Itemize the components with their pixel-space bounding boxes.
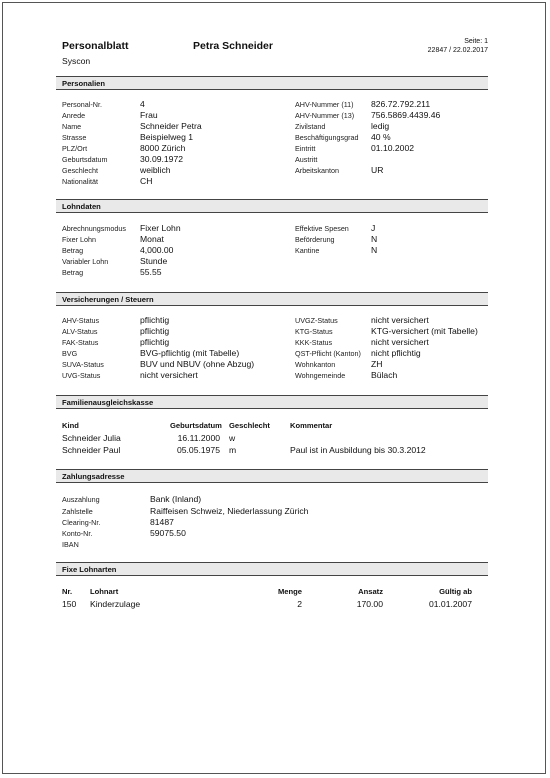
section-title: Personalien (62, 79, 106, 88)
field-value: Bülach (371, 370, 398, 380)
child-name: Schneider Paul (62, 445, 121, 455)
document-reference: 22847 / 22.02.2017 (427, 47, 488, 54)
field-value: pflichtig (140, 337, 170, 347)
field-value: 81487 (150, 517, 174, 527)
field-value: Schneider Petra (140, 121, 202, 131)
field-value: BUV und NBUV (ohne Abzug) (140, 359, 255, 369)
child-gender: w (229, 433, 236, 443)
field-value: N (371, 234, 378, 244)
child-comment: Paul ist in Ausbildung bis 30.3.2012 (290, 445, 426, 455)
field-value: 40 % (371, 132, 391, 142)
field-value: Monat (140, 234, 164, 244)
field-label: Auszahlung (62, 495, 100, 504)
field-value: 826.72.792.211 (371, 99, 431, 109)
column-header-geschlecht: Geschlecht (229, 421, 270, 430)
section-title: Zahlungsadresse (62, 472, 125, 481)
lohnart-ansatz: 170.00 (356, 599, 383, 609)
field-label: Austritt (295, 155, 318, 164)
field-value: Beispielweg 1 (140, 132, 194, 142)
field-label: Fixer Lohn (62, 235, 96, 244)
column-header-menge: Menge (277, 587, 302, 596)
column-header-nr: Nr. (62, 587, 73, 596)
page-number: Seite: 1 (464, 38, 488, 45)
field-value: CH (140, 176, 153, 186)
child-birthdate: 16.11.2000 (177, 433, 220, 443)
section-versicherungen (56, 292, 488, 306)
field-label: Name (62, 122, 82, 131)
section-familienausgleichskasse (56, 395, 488, 409)
field-value: 59075.50 (150, 528, 186, 538)
field-value: nicht versichert (371, 315, 429, 325)
section-title: Familienausgleichskasse (62, 398, 154, 407)
field-label: Zahlstelle (62, 507, 93, 516)
field-label: Nationalität (62, 177, 98, 186)
field-value: 8000 Zürich (140, 143, 186, 153)
field-label: UVGZ-Status (295, 316, 338, 325)
field-label: Geschlecht (62, 166, 98, 175)
field-value: nicht versichert (371, 337, 429, 347)
column-header-lohnart: Lohnart (90, 587, 119, 596)
field-value: 4 (140, 99, 145, 109)
column-header-gueltig-ab: Gültig ab (439, 587, 472, 596)
child-name: Schneider Julia (62, 433, 121, 443)
field-label: Effektive Spesen (295, 224, 349, 233)
field-value: UR (371, 165, 384, 175)
field-label: Strasse (62, 133, 87, 142)
section-title: Versicherungen / Steuern (62, 295, 154, 304)
child-gender: m (229, 445, 237, 455)
field-label: FAK-Status (62, 338, 99, 347)
field-label: AHV-Status (62, 316, 100, 325)
section-fixe-lohnarten (56, 562, 488, 576)
field-label: ALV-Status (62, 327, 98, 336)
child-birthdate: 05.05.1975 (176, 445, 220, 455)
field-value: nicht pflichtig (371, 348, 421, 358)
field-label: Kantine (295, 246, 320, 255)
document-title: Personalblatt (62, 40, 129, 52)
lohnart-nr: 150 (62, 599, 77, 609)
field-label: KKK-Status (295, 338, 333, 347)
field-value: pflichtig (140, 326, 170, 336)
field-label: Geburtsdatum (62, 155, 108, 164)
field-value: ledig (371, 121, 390, 131)
field-label: Arbeitskanton (295, 166, 339, 175)
lohnart-menge: 2 (297, 599, 302, 609)
field-label: UVG-Status (62, 371, 101, 380)
field-label: Betrag (62, 268, 84, 277)
field-label: BVG (62, 349, 78, 358)
field-label: Abrechnungsmodus (62, 224, 126, 233)
field-label: Wohngemeinde (295, 371, 346, 380)
employee-name: Petra Schneider (193, 40, 273, 52)
field-value: Bank (Inland) (150, 494, 202, 504)
field-value: ZH (371, 359, 383, 369)
field-value: 55.55 (140, 267, 162, 277)
field-value: BVG-pflichtig (mit Tabelle) (140, 348, 240, 358)
field-label: Wohnkanton (295, 360, 336, 369)
field-label: Zivilstand (295, 122, 326, 131)
field-value: KTG-versichert (mit Tabelle) (371, 326, 478, 336)
field-label: PLZ/Ort (62, 144, 88, 153)
section-lohndaten (56, 199, 488, 213)
column-header-geburtsdatum: Geburtsdatum (170, 421, 222, 430)
section-zahlungsadresse (56, 469, 488, 483)
field-label: Variabler Lohn (62, 257, 109, 266)
field-value: Frau (140, 110, 158, 120)
field-value: Stunde (140, 256, 168, 266)
column-header-kind: Kind (62, 421, 79, 430)
field-label: IBAN (62, 540, 79, 549)
lohnart-gueltig-ab: 01.01.2007 (428, 599, 472, 609)
field-value: 01.10.2002 (371, 143, 415, 153)
field-value: 30.09.1972 (140, 154, 184, 164)
field-label: Beschäftigungsgrad (295, 133, 359, 142)
company-name: Syscon (62, 56, 91, 66)
lohnart-name: Kinderzulage (90, 599, 141, 609)
section-title: Lohndaten (62, 202, 101, 211)
column-header-ansatz: Ansatz (358, 587, 383, 596)
field-label: Anrede (62, 111, 86, 120)
field-label: AHV-Nummer (13) (295, 111, 355, 120)
field-label: Clearing-Nr. (62, 518, 101, 527)
field-label: Personal-Nr. (62, 100, 102, 109)
field-value: Raiffeisen Schweiz, Niederlassung Zürich (150, 506, 309, 516)
field-value: N (371, 245, 378, 255)
field-label: Konto-Nr. (62, 529, 93, 538)
field-label: KTG-Status (295, 327, 333, 336)
field-value: 756.5869.4439.46 (371, 110, 441, 120)
field-label: Betrag (62, 246, 84, 255)
section-personalien (56, 76, 488, 90)
field-value: nicht versichert (140, 370, 198, 380)
field-value: pflichtig (140, 315, 170, 325)
section-title: Fixe Lohnarten (62, 565, 117, 574)
field-label: Eintritt (295, 144, 316, 153)
field-label: AHV-Nummer (11) (295, 100, 354, 109)
field-value: Fixer Lohn (140, 223, 181, 233)
field-value: weiblich (140, 165, 171, 175)
field-value: 4,000.00 (140, 245, 174, 255)
field-label: QST-Pflicht (Kanton) (295, 349, 361, 358)
field-value: J (371, 223, 376, 233)
column-header-kommentar: Kommentar (290, 421, 333, 430)
field-label: Beförderung (295, 235, 335, 244)
field-label: SUVA-Status (62, 360, 104, 369)
